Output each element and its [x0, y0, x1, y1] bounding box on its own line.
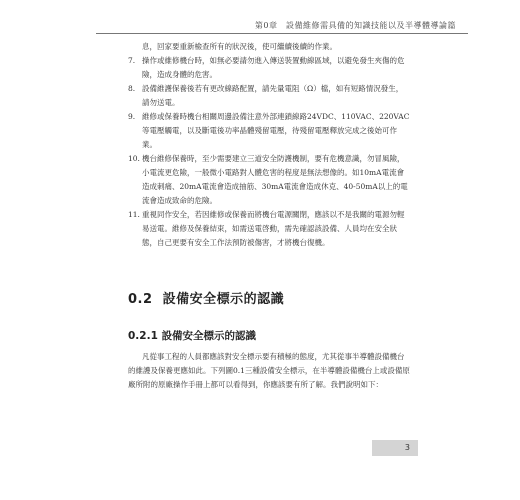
page-number: 3 [404, 443, 410, 452]
list-item-number: 7. [128, 56, 136, 65]
section-number: 0.2 [128, 292, 153, 307]
list-item [128, 54, 410, 82]
list-item [128, 110, 410, 152]
subsection-title-text: 設備安全標示的認識 [161, 330, 257, 342]
section-title-text: 設備安全標示的認識 [162, 292, 285, 307]
list-item [128, 82, 410, 110]
body-content [128, 40, 410, 250]
list-item-number: 11. [128, 210, 140, 219]
list-item-number: 10. [128, 154, 140, 163]
continuation-text: 息，回家要重新檢查所有的狀況後，使可繼續後續的作業。 [142, 42, 337, 51]
subsection-number: 0.2.1 [128, 330, 158, 342]
list-item-number: 9. [128, 112, 136, 121]
subsection-heading [128, 328, 256, 343]
running-header [0, 20, 520, 34]
list-item-text: 重視同作安全，若因維修或保養而將機台電源關閉，應該以不是我關的電源勿輕易送電。維修及保養結束，如需送電啓動，需先確認該設備、人員均在安全狀態，自己更要有安全工作法預防被傷害，才將機台復機。 [142, 210, 405, 247]
body-paragraph: 凡從事工程的人員都應該對安全標示要有積極的態度，尤其從事半導體設備機台的維護及保養更應如此。下列圖0.1三種設備安全標示，在半導體設備機台上或設備原廠所附的原廠操作手冊上都可以看得到，你應該要有所了解。我們說明如下： [128, 352, 410, 389]
safety-list [128, 54, 410, 250]
page-number-tab [372, 440, 418, 456]
list-item-text: 維修或保養時機台相關周邊設備注意外部連鎖線路24VDC、110VAC、220VAC等電壓觸電，以及斷電後功率晶體殘留電壓，待殘留電壓釋放完成之後始可作業。 [142, 112, 410, 149]
list-item-text: 操作或維修機台時，如無必要請勿進入傳送裝置動線區域，以避免發生夾傷的危險，造成身體的危害。 [142, 56, 405, 79]
list-item-number: 8. [128, 84, 136, 93]
list-item [128, 152, 410, 208]
section-heading [128, 288, 284, 307]
list-item-text: 機台維修保養時，至少需要建立三道安全防護機制，要有危機意識，勿冒風險，小電流更危險，一般微小電路對人體危害的程度是無法想像的。如10mA電流會造成刺痛、20mA電流會造成抽筋、30mA電流會造成休克、40-50mA以上的電流會造成致命的危險。 [142, 154, 408, 205]
header-rule [96, 33, 468, 34]
list-item-text: 設備維護保養後若有更改線路配置，請先量電阻（Ω）檔，如有短路情況發生，請勿送電。 [142, 84, 404, 107]
list-item [128, 208, 410, 250]
header-chapter-title: 第0章 設備維修需具備的知識技能以及半導體導論篇 [254, 21, 456, 30]
